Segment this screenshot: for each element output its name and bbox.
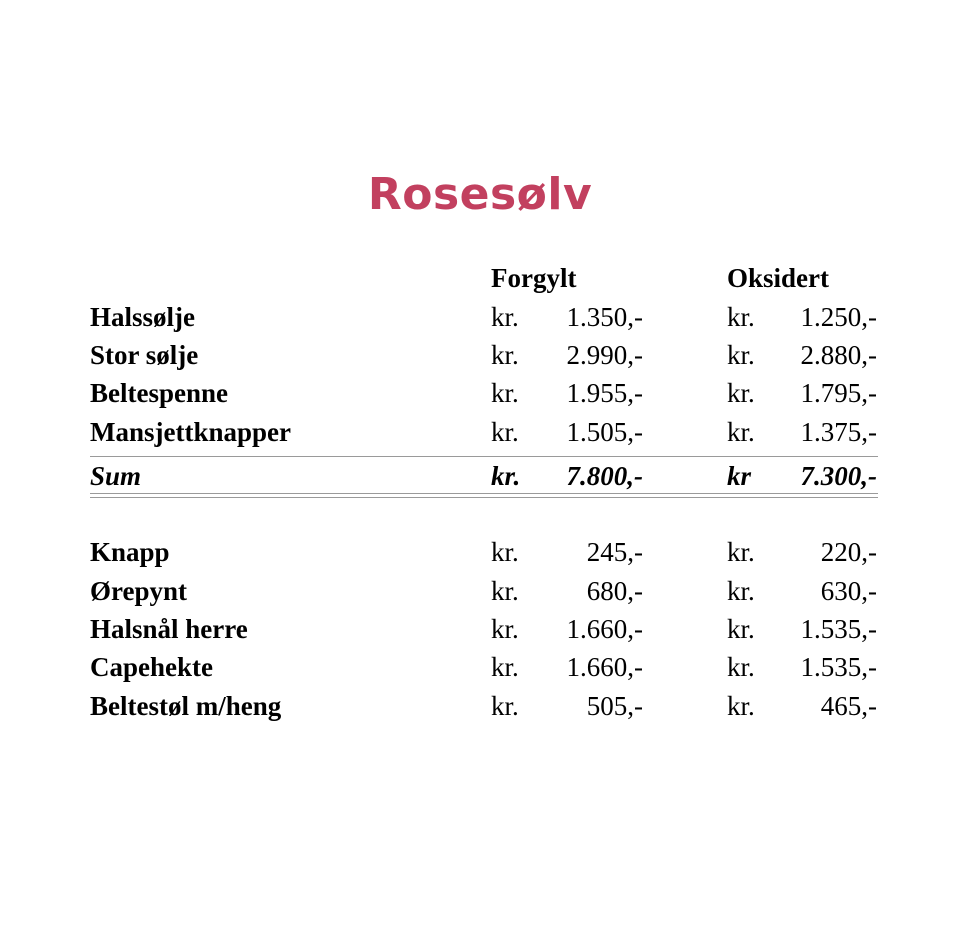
item-name: Knapp: [90, 537, 170, 567]
currency-label: kr.: [491, 302, 519, 332]
currency-label: kr.: [727, 417, 755, 447]
currency-label: kr.: [727, 340, 755, 370]
price-row-halssolje: [0, 298, 960, 336]
currency-label: kr.: [491, 461, 521, 491]
currency-label: kr.: [491, 378, 519, 408]
price-gilded: 680,-: [586, 576, 643, 606]
column-header-oxidized: Oksidert: [727, 263, 830, 293]
divider-bottom-1: [90, 493, 878, 494]
currency-label: kr.: [727, 537, 755, 567]
price-gilded: 1.505,-: [566, 417, 643, 447]
price-row-beltestol-m-heng: [0, 687, 960, 725]
price-gilded: 2.990,-: [566, 340, 643, 370]
currency-label: kr.: [491, 576, 519, 606]
currency-label: kr.: [491, 652, 519, 682]
price-row-knapp: [0, 533, 960, 571]
price-gilded: 1.350,-: [566, 302, 643, 332]
sum-row: [0, 457, 960, 495]
price-oxidized: 1.795,-: [800, 378, 877, 408]
price-oxidized: 1.535,-: [800, 614, 877, 644]
item-name: Mansjettknapper: [90, 417, 291, 447]
currency-label: kr.: [491, 614, 519, 644]
currency-label: kr.: [727, 691, 755, 721]
currency-label: kr.: [727, 302, 755, 332]
sum-label: Sum: [90, 461, 142, 491]
price-oxidized: 2.880,-: [800, 340, 877, 370]
currency-label: kr.: [727, 614, 755, 644]
item-name: Ørepynt: [90, 576, 188, 606]
currency-label: kr.: [491, 340, 519, 370]
currency-label: kr.: [727, 652, 755, 682]
currency-label: kr.: [727, 576, 755, 606]
page-title: Rosesølv: [367, 169, 593, 220]
price-oxidized: 1.250,-: [800, 302, 877, 332]
price-gilded: 1.955,-: [566, 378, 643, 408]
price-gilded: 245,-: [586, 537, 643, 567]
price-row-beltespenne: [0, 374, 960, 412]
currency-label: kr.: [491, 417, 519, 447]
currency-label: kr.: [491, 691, 519, 721]
sum-oxidized: 7.300,-: [800, 461, 877, 491]
price-oxidized: 1.375,-: [800, 417, 877, 447]
price-row-mansjettknapper: [0, 413, 960, 451]
price-oxidized: 1.535,-: [800, 652, 877, 682]
item-name: Beltespenne: [90, 378, 228, 408]
currency-label: kr.: [727, 378, 755, 408]
sum-gilded: 7.800,-: [566, 461, 643, 491]
price-row-halsnal-herre: [0, 610, 960, 648]
price-row-stor-solje: [0, 336, 960, 374]
item-name: Halssølje: [90, 302, 195, 332]
price-row-orepynt: [0, 572, 960, 610]
item-name: Halsnål herre: [90, 614, 248, 644]
item-name: Stor sølje: [90, 340, 199, 370]
currency-label: kr: [727, 461, 752, 491]
price-gilded: 1.660,-: [566, 614, 643, 644]
currency-label: kr.: [491, 537, 519, 567]
item-name: Capehekte: [90, 652, 213, 682]
price-oxidized: 465,-: [820, 691, 877, 721]
price-row-capehekte: [0, 648, 960, 686]
column-header-gilded: Forgylt: [491, 263, 577, 293]
item-name: Beltestøl m/heng: [90, 691, 282, 721]
price-oxidized: 630,-: [820, 576, 877, 606]
price-gilded: 505,-: [586, 691, 643, 721]
divider-bottom-2: [90, 497, 878, 498]
price-gilded: 1.660,-: [566, 652, 643, 682]
price-oxidized: 220,-: [820, 537, 877, 567]
